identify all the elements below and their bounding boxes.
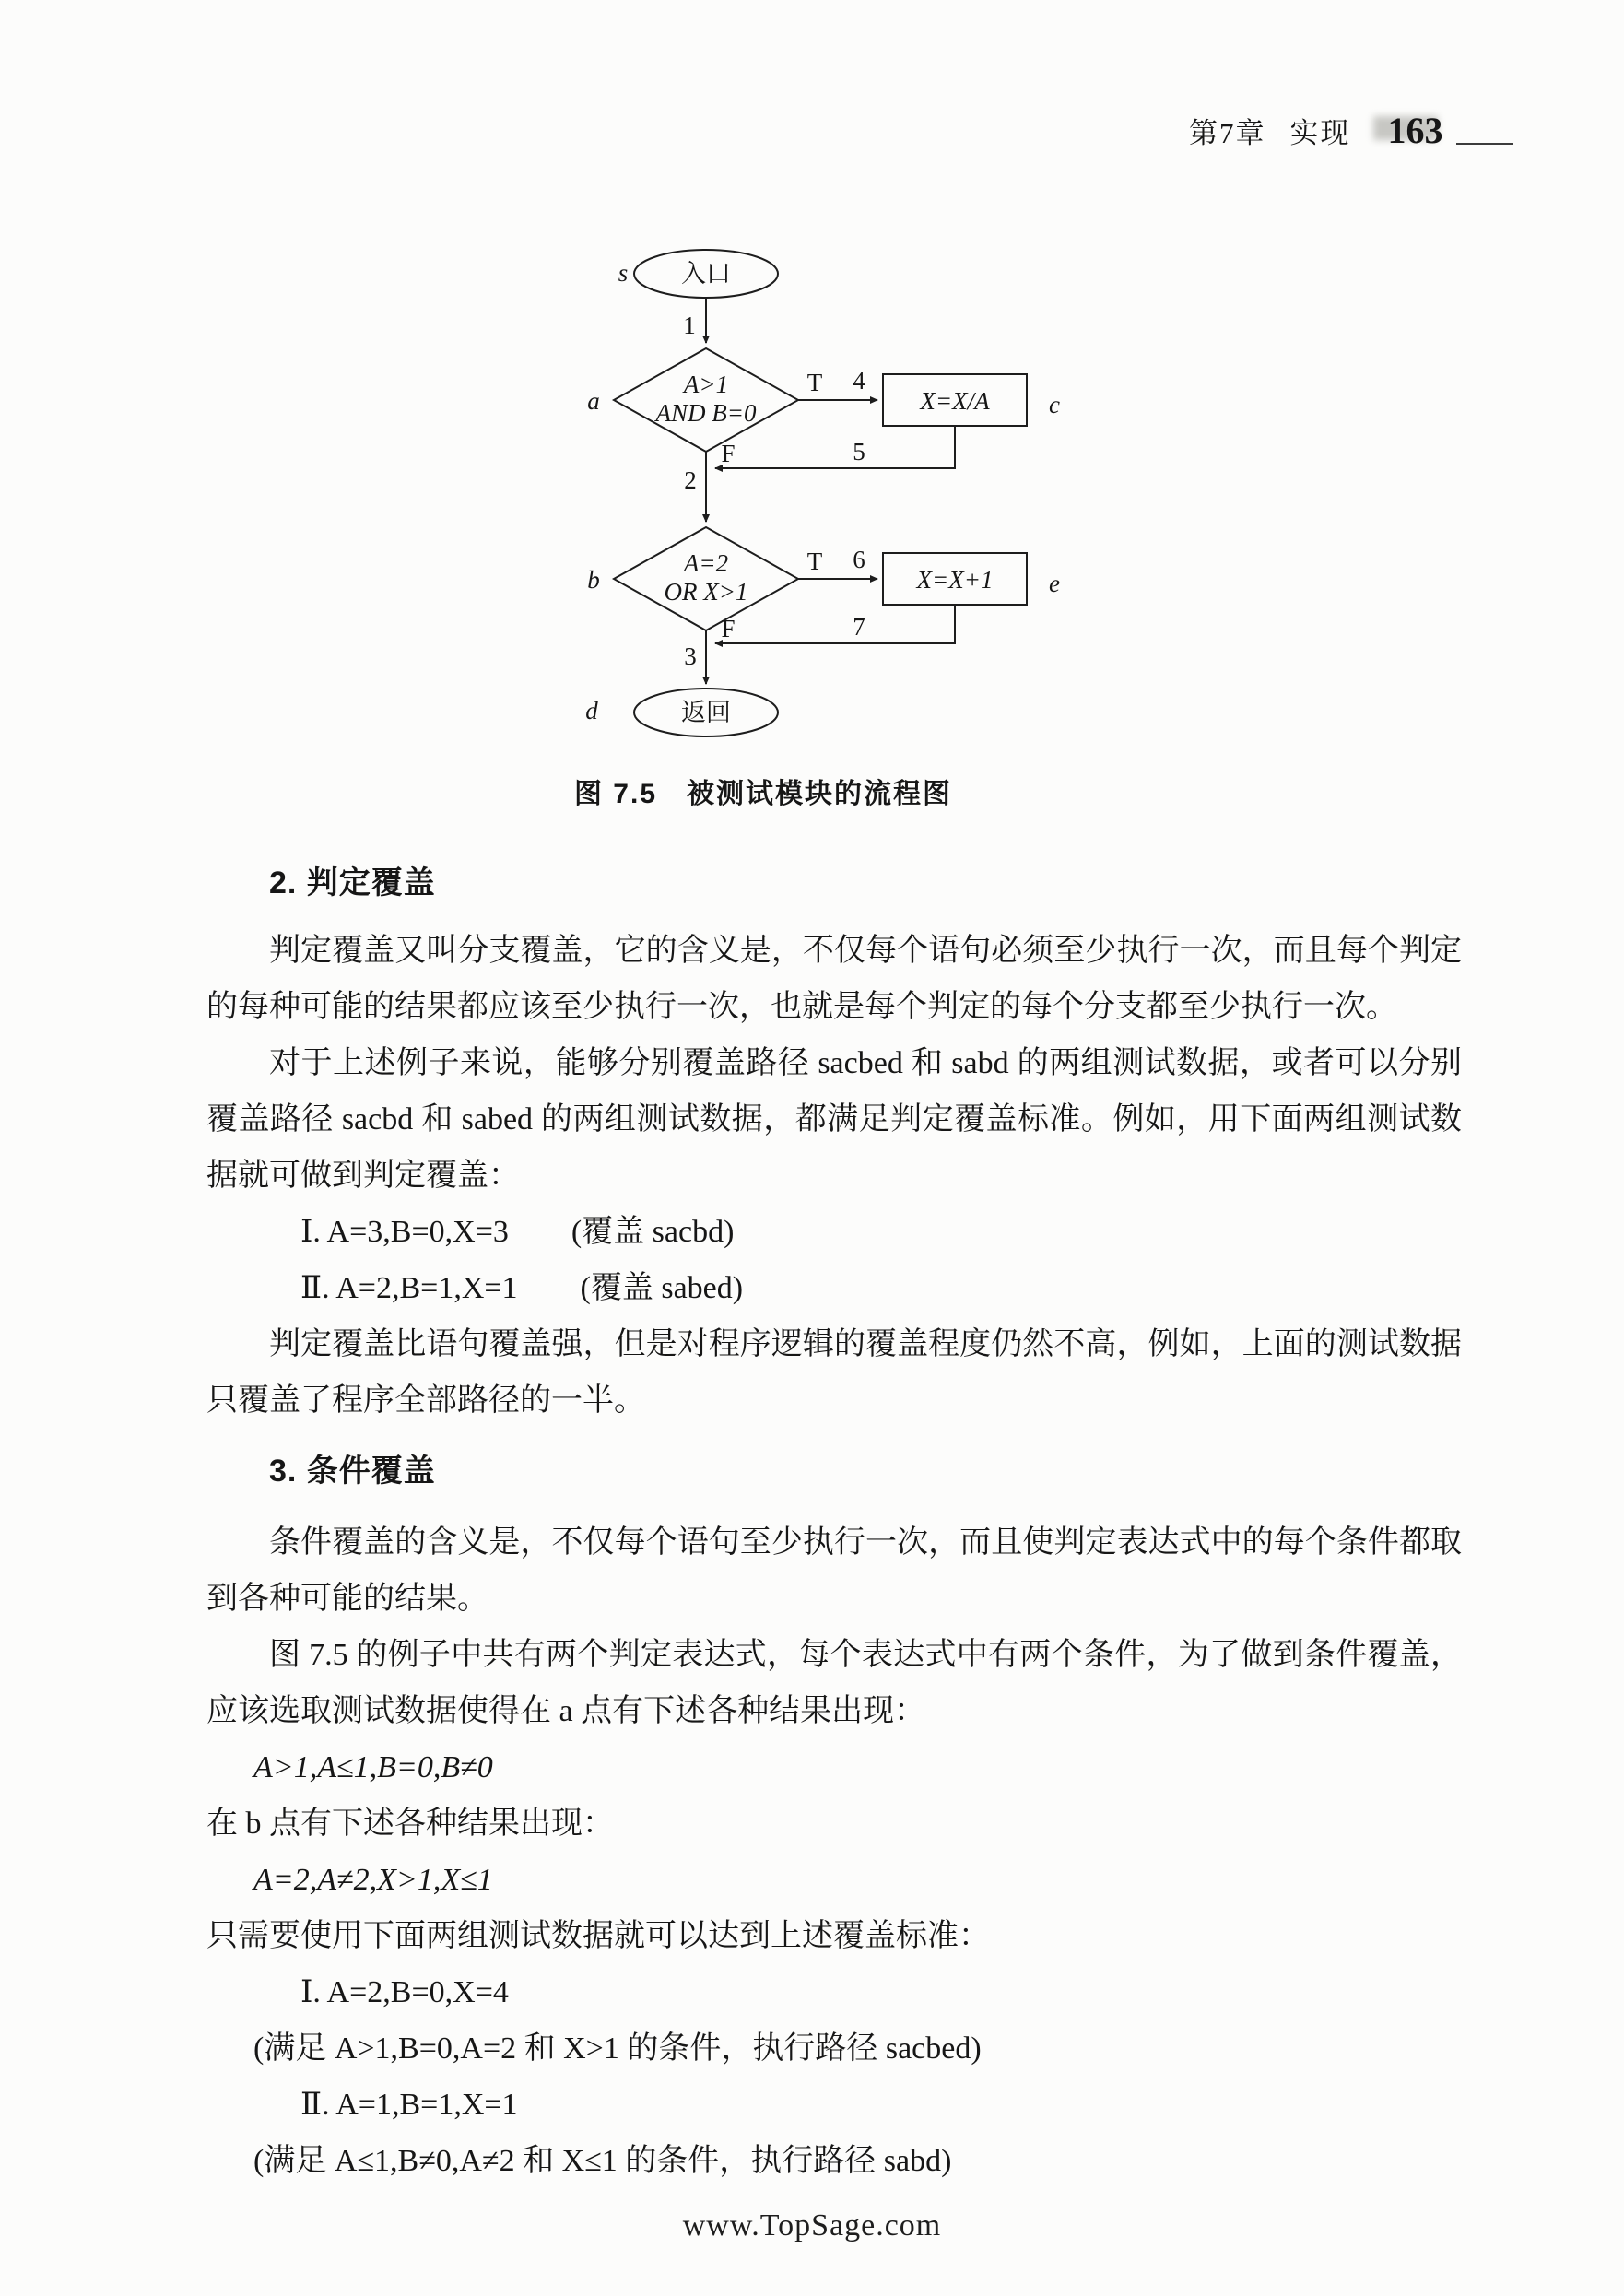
edge-label-f-b: F <box>721 615 736 642</box>
decision-a-line1: A>1 <box>683 371 729 398</box>
process-e-label: X=X+1 <box>916 566 994 594</box>
point-label-s: s <box>618 259 629 287</box>
test-data-note-1: (满足 A>1,B=0,A=2 和 X>1 的条件，执行路径 sacbed) <box>253 2031 982 2066</box>
point-label-c: c <box>1049 391 1060 418</box>
page-header <box>1189 109 1513 152</box>
edge-label-5: 5 <box>853 438 865 465</box>
test-data-item-3: Ⅰ. A=2,B=0,X=4 <box>300 1975 509 2009</box>
point-label-b: b <box>587 566 600 594</box>
edge-5-arrow <box>715 426 955 468</box>
footer-url: www.TopSage.com <box>682 2208 942 2243</box>
test-data-item-1: Ⅰ. A=3,B=0,X=3 (覆盖 sacbd) <box>300 1215 735 1249</box>
section-2-para-2: 对于上述例子来说，能够分别覆盖路径 sacbed 和 sabd 的两组测试数据，或者可以分别覆盖路径 sacbd 和 sabed 的两组测试数据，都满足判定覆盖标准。例如，用下面两组测试数据就可做到判定覆盖： <box>206 1046 1462 1193</box>
section-3-para-3: 在 b 点有下述各种结果出现： <box>206 1807 614 1841</box>
section-2-heading: 2. 判定覆盖 <box>269 865 436 901</box>
section-3-para-1: 条件覆盖的含义是，不仅每个语句至少执行一次，而且使判定表达式中的每个条件都取到各种可能的结果。 <box>206 1525 1462 1616</box>
page-number <box>1388 109 1443 152</box>
condition-set-b: A=2,A≠2,X>1,X≤1 <box>253 1863 493 1897</box>
decision-b-line1: A=2 <box>683 549 729 577</box>
chapter-title: 实现 <box>1289 117 1351 149</box>
flowchart-figure <box>553 238 1106 754</box>
decision-a-line2: AND B=0 <box>655 399 757 427</box>
decision-b-line2: OR X>1 <box>664 578 748 606</box>
figure-caption: 图 7.5 被测试模块的流程图 <box>573 779 953 809</box>
edge-label-7: 7 <box>853 613 865 641</box>
edge-label-f-a: F <box>721 440 736 467</box>
section-3-para-4: 只需要使用下面两组测试数据就可以达到上述覆盖标准： <box>206 1919 990 1953</box>
page-number-text: 163 <box>1387 110 1443 151</box>
condition-set-a: A>1,A≤1,B=0,B≠0 <box>253 1750 493 1784</box>
point-label-a: a <box>587 387 600 415</box>
start-terminal-label: 入口 <box>681 260 731 288</box>
section-3-heading: 3. 条件覆盖 <box>269 1454 436 1489</box>
edge-label-3: 3 <box>684 642 697 670</box>
end-terminal-label: 返回 <box>681 699 731 726</box>
edge-label-2: 2 <box>684 466 697 494</box>
section-2-para-1: 判定覆盖又叫分支覆盖，它的含义是，不仅每个语句必须至少执行一次，而且每个判定的每种可能的结果都应该至少执行一次，也就是每个判定的每个分支都至少执行一次。 <box>206 934 1462 1024</box>
test-data-item-2: Ⅱ. A=2,B=1,X=1 (覆盖 sabed) <box>300 1271 744 1305</box>
edge-label-1: 1 <box>683 312 696 339</box>
body-text <box>206 855 1462 2189</box>
edge-label-t-b: T <box>806 548 823 575</box>
edge-label-6: 6 <box>853 546 865 573</box>
process-c-label: X=X/A <box>920 387 990 415</box>
chapter-label: 第7章 <box>1189 117 1266 149</box>
test-data-note-2: (满足 A≤1,B≠0,A≠2 和 X≤1 的条件，执行路径 sabd) <box>253 2144 952 2178</box>
edge-7-arrow <box>715 605 955 643</box>
edge-label-t-a: T <box>806 369 823 396</box>
edge-label-4: 4 <box>853 367 865 394</box>
section-3-para-2: 图 7.5 的例子中共有两个判定表达式，每个表达式中有两个条件，为了做到条件覆盖，应该选取测试数据使得在 a 点有下述各种结果出现： <box>206 1638 1462 1728</box>
header-rule <box>1456 143 1513 145</box>
point-label-d: d <box>585 697 598 724</box>
point-label-e: e <box>1049 570 1060 597</box>
section-2-para-3: 判定覆盖比语句覆盖强，但是对程序逻辑的覆盖程度仍然不高，例如，上面的测试数据只覆盖了程序全部路径的一半。 <box>206 1327 1462 1418</box>
test-data-item-4: Ⅱ. A=1,B=1,X=1 <box>300 2088 518 2122</box>
